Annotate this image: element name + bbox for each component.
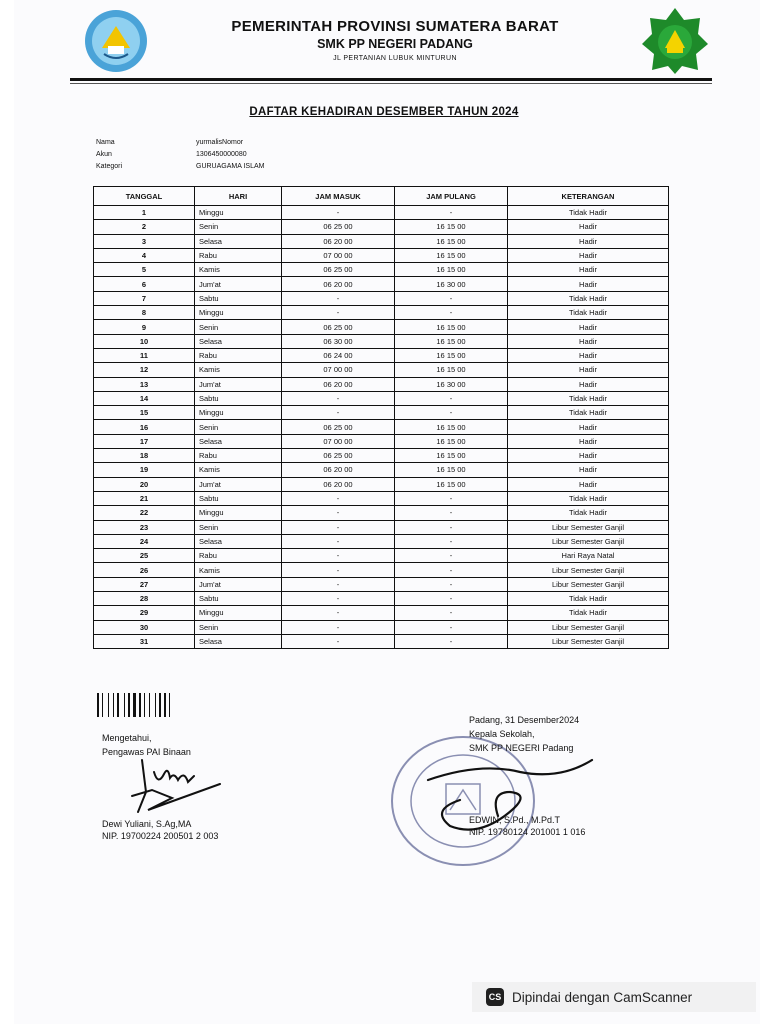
supervisor-title: Pengawas PAI Binaan <box>102 747 191 757</box>
cell-time-out: - <box>395 592 508 606</box>
cell-day: Senin <box>195 420 282 434</box>
attendance-table <box>93 186 669 649</box>
cell-note: Hadir <box>508 277 669 291</box>
cell-time-out: - <box>395 520 508 534</box>
cell-day: Selasa <box>195 534 282 548</box>
cell-time-in: - <box>282 549 395 563</box>
cell-time-in: 06 25 00 <box>282 320 395 334</box>
table-row <box>94 534 669 548</box>
supervisor-signature <box>112 752 232 822</box>
supervisor-name: Dewi Yuliani, S.Ag,MA <box>102 819 192 829</box>
cell-time-out: 16 15 00 <box>395 234 508 248</box>
cell-note: Tidak Hadir <box>508 306 669 320</box>
table-row <box>94 334 669 348</box>
cell-time-out: 16 15 00 <box>395 348 508 362</box>
cell-time-in: - <box>282 306 395 320</box>
table-row <box>94 377 669 391</box>
cell-date: 6 <box>94 277 195 291</box>
cell-day: Minggu <box>195 506 282 520</box>
table-row <box>94 620 669 634</box>
cell-time-out: 16 15 00 <box>395 477 508 491</box>
cell-day: Selasa <box>195 634 282 648</box>
cell-date: 28 <box>94 592 195 606</box>
cell-day: Minggu <box>195 206 282 220</box>
cell-date: 23 <box>94 520 195 534</box>
cell-time-out: 16 15 00 <box>395 463 508 477</box>
table-row <box>94 477 669 491</box>
cell-date: 1 <box>94 206 195 220</box>
cell-date: 18 <box>94 449 195 463</box>
cell-time-out: 16 15 00 <box>395 334 508 348</box>
supervisor-name-block <box>102 818 218 842</box>
cell-day: Rabu <box>195 449 282 463</box>
cell-time-out: - <box>395 391 508 405</box>
cell-time-in: - <box>282 592 395 606</box>
table-row <box>94 363 669 377</box>
table-row <box>94 606 669 620</box>
cell-day: Selasa <box>195 234 282 248</box>
cell-time-out: 16 15 00 <box>395 220 508 234</box>
cell-time-out: - <box>395 291 508 305</box>
camscanner-icon: CS <box>486 988 504 1006</box>
cell-date: 2 <box>94 220 195 234</box>
school-line: SMK PP NEGERI Padang <box>469 743 574 753</box>
cell-time-in: 06 30 00 <box>282 334 395 348</box>
cell-date: 16 <box>94 420 195 434</box>
cell-time-out: - <box>395 620 508 634</box>
table-row <box>94 234 669 248</box>
cell-time-in: 06 25 00 <box>282 220 395 234</box>
cell-time-out: - <box>395 577 508 591</box>
cell-note: Tidak Hadir <box>508 506 669 520</box>
acknowledged-label: Mengetahui, <box>102 733 152 743</box>
table-row <box>94 520 669 534</box>
cell-note: Tidak Hadir <box>508 206 669 220</box>
cell-date: 8 <box>94 306 195 320</box>
cell-day: Kamis <box>195 263 282 277</box>
cell-time-in: - <box>282 291 395 305</box>
cell-time-in: 07 00 00 <box>282 363 395 377</box>
cell-date: 4 <box>94 248 195 262</box>
cell-day: Jum'at <box>195 377 282 391</box>
table-row <box>94 449 669 463</box>
cell-time-out: - <box>395 306 508 320</box>
cell-note: Hadir <box>508 434 669 448</box>
account-label: Akun <box>96 151 112 158</box>
cell-note: Tidak Hadir <box>508 491 669 505</box>
cell-note: Libur Semester Ganjil <box>508 520 669 534</box>
cell-time-out: - <box>395 406 508 420</box>
cell-time-out: - <box>395 534 508 548</box>
barcode-bar <box>124 693 125 717</box>
barcode-bar <box>155 693 156 717</box>
cell-note: Libur Semester Ganjil <box>508 577 669 591</box>
cell-note: Libur Semester Ganjil <box>508 620 669 634</box>
header-day: HARI <box>195 187 282 206</box>
cell-day: Sabtu <box>195 391 282 405</box>
header-note: KETERANGAN <box>508 187 669 206</box>
letterhead-rule-thin <box>70 83 712 84</box>
cell-time-in: - <box>282 520 395 534</box>
category-label: Kategori <box>96 163 123 170</box>
cell-date: 29 <box>94 606 195 620</box>
cell-time-out: - <box>395 563 508 577</box>
barcode-bar <box>113 693 114 717</box>
name-label: Nama <box>96 139 115 146</box>
barcode-bar <box>144 693 145 717</box>
cell-time-out: - <box>395 206 508 220</box>
cell-time-out: 16 30 00 <box>395 377 508 391</box>
barcode-bar <box>169 693 170 717</box>
cell-time-out: 16 15 00 <box>395 248 508 262</box>
cell-note: Libur Semester Ganjil <box>508 634 669 648</box>
cell-day: Minggu <box>195 406 282 420</box>
employee-info <box>96 137 264 173</box>
cell-day: Minggu <box>195 606 282 620</box>
cell-time-out: 16 15 00 <box>395 363 508 377</box>
kemenag-logo <box>640 6 710 76</box>
table-row <box>94 491 669 505</box>
cell-time-in: - <box>282 406 395 420</box>
table-row <box>94 463 669 477</box>
cell-note: Hadir <box>508 248 669 262</box>
name-value: yurmalisNomor <box>196 139 244 146</box>
cell-time-out: - <box>395 506 508 520</box>
table-row <box>94 263 669 277</box>
cell-note: Hadir <box>508 320 669 334</box>
cell-time-out: 16 15 00 <box>395 320 508 334</box>
header-time-in: JAM MASUK <box>282 187 395 206</box>
cell-day: Rabu <box>195 549 282 563</box>
cell-note: Hadir <box>508 263 669 277</box>
cell-time-in: - <box>282 563 395 577</box>
cell-time-in: 06 20 00 <box>282 477 395 491</box>
cell-time-in: 06 20 00 <box>282 234 395 248</box>
cell-note: Hadir <box>508 477 669 491</box>
cell-day: Kamis <box>195 363 282 377</box>
cell-day: Sabtu <box>195 291 282 305</box>
cell-date: 20 <box>94 477 195 491</box>
cell-note: Libur Semester Ganjil <box>508 563 669 577</box>
table-row <box>94 206 669 220</box>
cell-note: Tidak Hadir <box>508 291 669 305</box>
cell-day: Kamis <box>195 563 282 577</box>
cell-date: 15 <box>94 406 195 420</box>
cell-date: 10 <box>94 334 195 348</box>
cell-time-in: - <box>282 620 395 634</box>
table-row <box>94 306 669 320</box>
cell-note: Hari Raya Natal <box>508 549 669 563</box>
cell-time-in: - <box>282 391 395 405</box>
cell-day: Sabtu <box>195 592 282 606</box>
cell-time-in: 06 25 00 <box>282 263 395 277</box>
cell-day: Senin <box>195 620 282 634</box>
principal-title: Kepala Sekolah, <box>469 729 535 739</box>
cell-time-out: - <box>395 549 508 563</box>
table-row <box>94 277 669 291</box>
barcode-bar <box>117 693 119 717</box>
cell-time-in: - <box>282 506 395 520</box>
cell-note: Tidak Hadir <box>508 592 669 606</box>
government-title: PEMERINTAH PROVINSI SUMATERA BARAT <box>231 18 559 35</box>
cell-day: Minggu <box>195 306 282 320</box>
cell-note: Hadir <box>508 363 669 377</box>
header-time-out: JAM PULANG <box>395 187 508 206</box>
cell-day: Sabtu <box>195 491 282 505</box>
barcode-bar <box>133 693 136 717</box>
cell-time-in: - <box>282 491 395 505</box>
cell-day: Rabu <box>195 348 282 362</box>
cell-time-in: - <box>282 606 395 620</box>
barcode <box>97 693 187 717</box>
supervisor-nip: NIP. 19700224 200501 2 003 <box>102 831 219 841</box>
barcode-bar <box>102 693 103 717</box>
cell-time-in: - <box>282 577 395 591</box>
principal-name-block <box>469 814 585 838</box>
cell-date: 21 <box>94 491 195 505</box>
table-row <box>94 592 669 606</box>
cell-day: Jum'at <box>195 477 282 491</box>
barcode-bar <box>159 693 161 717</box>
barcode-bar <box>97 693 99 717</box>
cell-time-out: - <box>395 634 508 648</box>
barcode-bar <box>164 693 166 717</box>
camscanner-watermark <box>472 982 756 1012</box>
cell-note: Hadir <box>508 377 669 391</box>
cell-day: Rabu <box>195 248 282 262</box>
table-row <box>94 549 669 563</box>
table-row <box>94 391 669 405</box>
cell-note: Tidak Hadir <box>508 606 669 620</box>
cell-note: Hadir <box>508 348 669 362</box>
barcode-bar <box>149 693 150 717</box>
school-name: SMK PP NEGERI PADANG <box>317 37 473 51</box>
header-date: TANGGAL <box>94 187 195 206</box>
table-row <box>94 420 669 434</box>
cell-date: 5 <box>94 263 195 277</box>
cell-note: Libur Semester Ganjil <box>508 534 669 548</box>
cell-time-out: - <box>395 491 508 505</box>
cell-time-in: 06 20 00 <box>282 377 395 391</box>
cell-time-out: 16 15 00 <box>395 420 508 434</box>
cell-time-in: - <box>282 206 395 220</box>
cell-day: Senin <box>195 220 282 234</box>
barcode-bar <box>108 693 109 717</box>
table-row <box>94 348 669 362</box>
barcode-bar <box>139 693 141 717</box>
table-row <box>94 406 669 420</box>
table-row <box>94 291 669 305</box>
cell-time-in: 06 20 00 <box>282 277 395 291</box>
barcode-bar <box>128 693 130 717</box>
cell-date: 13 <box>94 377 195 391</box>
cell-day: Kamis <box>195 463 282 477</box>
cell-note: Hadir <box>508 334 669 348</box>
cell-date: 27 <box>94 577 195 591</box>
cell-time-in: - <box>282 534 395 548</box>
cell-day: Selasa <box>195 334 282 348</box>
cell-date: 22 <box>94 506 195 520</box>
attendance-table-body <box>94 206 669 649</box>
cell-time-out: 16 30 00 <box>395 277 508 291</box>
cell-date: 31 <box>94 634 195 648</box>
table-row <box>94 563 669 577</box>
cell-date: 3 <box>94 234 195 248</box>
camscanner-text: Dipindai dengan CamScanner <box>512 989 693 1005</box>
principal-nip: NIP. 19780124 201001 1 016 <box>469 827 586 837</box>
cell-time-in: 06 25 00 <box>282 449 395 463</box>
cell-time-in: 06 25 00 <box>282 420 395 434</box>
cell-note: Tidak Hadir <box>508 391 669 405</box>
category-value: GURUAGAMA ISLAM <box>196 163 265 170</box>
cell-date: 14 <box>94 391 195 405</box>
cell-day: Senin <box>195 520 282 534</box>
cell-date: 7 <box>94 291 195 305</box>
cell-note: Hadir <box>508 220 669 234</box>
cell-time-in: 07 00 00 <box>282 434 395 448</box>
letterhead-text <box>170 18 620 62</box>
table-row <box>94 634 669 648</box>
cell-time-in: - <box>282 634 395 648</box>
cell-time-in: 06 20 00 <box>282 463 395 477</box>
cell-date: 19 <box>94 463 195 477</box>
cell-time-out: 16 15 00 <box>395 449 508 463</box>
cell-note: Hadir <box>508 449 669 463</box>
cell-date: 12 <box>94 363 195 377</box>
cell-time-out: 16 15 00 <box>395 434 508 448</box>
school-address: JL PERTANIAN LUBUK MINTURUN <box>333 55 457 62</box>
cell-note: Hadir <box>508 234 669 248</box>
cell-date: 17 <box>94 434 195 448</box>
cell-date: 25 <box>94 549 195 563</box>
cell-time-out: 16 15 00 <box>395 263 508 277</box>
cell-day: Senin <box>195 320 282 334</box>
table-row <box>94 577 669 591</box>
letterhead-rule <box>70 78 712 81</box>
cell-time-out: - <box>395 606 508 620</box>
tut-wuri-handayani-logo <box>82 8 150 74</box>
cell-note: Hadir <box>508 420 669 434</box>
cell-date: 26 <box>94 563 195 577</box>
place-date: Padang, 31 Desember2024 <box>469 715 580 725</box>
cell-date: 9 <box>94 320 195 334</box>
cell-date: 30 <box>94 620 195 634</box>
cell-time-in: 06 24 00 <box>282 348 395 362</box>
table-row <box>94 220 669 234</box>
principal-name: EDWIN, S.Pd., M.Pd.T <box>469 815 561 825</box>
cell-note: Tidak Hadir <box>508 406 669 420</box>
cell-day: Jum'at <box>195 577 282 591</box>
table-row <box>94 248 669 262</box>
table-header-row <box>94 187 669 206</box>
table-row <box>94 506 669 520</box>
cell-date: 11 <box>94 348 195 362</box>
table-row <box>94 434 669 448</box>
cell-day: Selasa <box>195 434 282 448</box>
document-title: DAFTAR KEHADIRAN DESEMBER TAHUN 2024 <box>249 106 519 118</box>
account-value: 1306450000080 <box>196 151 247 158</box>
table-row <box>94 320 669 334</box>
cell-day: Jum'at <box>195 277 282 291</box>
cell-time-in: 07 00 00 <box>282 248 395 262</box>
cell-note: Hadir <box>508 463 669 477</box>
cell-date: 24 <box>94 534 195 548</box>
